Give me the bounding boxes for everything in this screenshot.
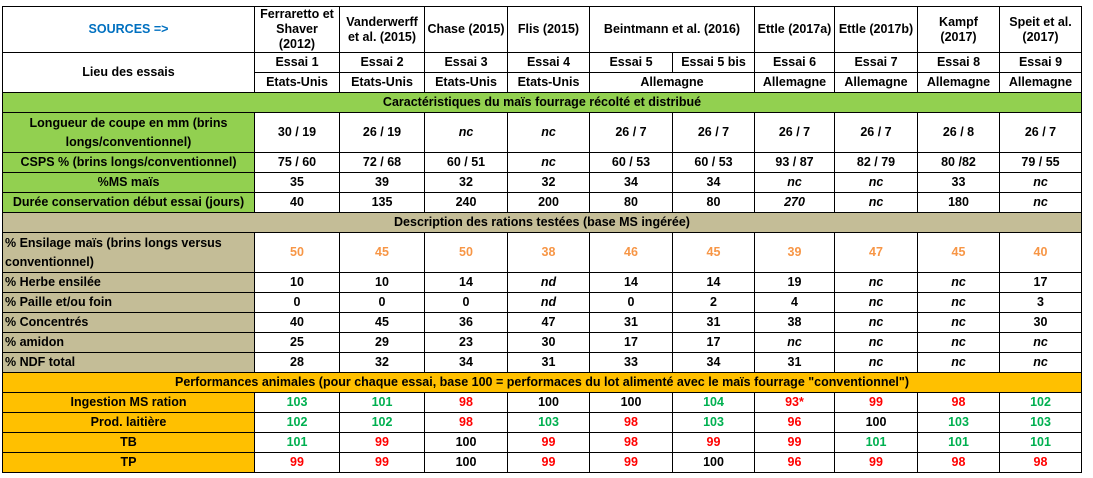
value-cell: nd xyxy=(508,273,590,293)
value-cell: 80 xyxy=(590,193,673,213)
value-cell: 102 xyxy=(255,413,340,433)
value-cell: 99 xyxy=(508,433,590,453)
row-label: % amidon xyxy=(3,333,255,353)
value-cell: 32 xyxy=(425,173,508,193)
row-label: TP xyxy=(3,453,255,473)
value-cell: 40 xyxy=(255,193,340,213)
essai-cell: Essai 7 xyxy=(835,53,918,73)
study-7: Ettle (2017b) xyxy=(835,7,918,53)
value-cell: 32 xyxy=(340,353,425,373)
value-cell: 47 xyxy=(508,313,590,333)
value-cell: 26 / 7 xyxy=(835,113,918,153)
value-cell: 99 xyxy=(255,453,340,473)
value-cell: 96 xyxy=(755,413,835,433)
value-cell: 0 xyxy=(340,293,425,313)
value-cell: 98 xyxy=(1000,453,1082,473)
value-cell: 93* xyxy=(755,393,835,413)
value-cell: 100 xyxy=(508,393,590,413)
table-row xyxy=(3,173,1082,193)
header-studies-row xyxy=(3,7,1082,53)
value-cell: 40 xyxy=(255,313,340,333)
value-cell: nc xyxy=(835,273,918,293)
section-1-header xyxy=(3,93,1082,113)
row-label: % Concentrés xyxy=(3,313,255,333)
table-row xyxy=(3,153,1082,173)
value-cell: nc xyxy=(835,353,918,373)
value-cell: 17 xyxy=(1000,273,1082,293)
value-cell: 36 xyxy=(425,313,508,333)
value-cell: 93 / 87 xyxy=(755,153,835,173)
value-cell: nc xyxy=(755,173,835,193)
value-cell: 98 xyxy=(425,393,508,413)
table-row xyxy=(3,113,1082,153)
row-label: Ingestion MS ration xyxy=(3,393,255,413)
value-cell: 99 xyxy=(835,453,918,473)
value-cell: 39 xyxy=(340,173,425,193)
section-3-header xyxy=(3,373,1082,393)
country-cell: Etats-Unis xyxy=(425,73,508,93)
value-cell: 82 / 79 xyxy=(835,153,918,173)
section-title: Description des rations testées (base MS ingérée) xyxy=(3,213,1082,233)
essai-cell: Essai 5 bis xyxy=(673,53,755,73)
value-cell: 200 xyxy=(508,193,590,213)
value-cell: 100 xyxy=(835,413,918,433)
value-cell: 30 xyxy=(1000,313,1082,333)
value-cell: 101 xyxy=(340,393,425,413)
value-cell: 28 xyxy=(255,353,340,373)
value-cell: nc xyxy=(508,113,590,153)
table-row xyxy=(3,313,1082,333)
value-cell: 19 xyxy=(755,273,835,293)
study-3: Chase (2015) xyxy=(425,7,508,53)
value-cell: 34 xyxy=(425,353,508,373)
country-cell: Allemagne xyxy=(835,73,918,93)
value-cell: nc xyxy=(508,153,590,173)
value-cell: 26 / 8 xyxy=(918,113,1000,153)
value-cell: 101 xyxy=(255,433,340,453)
value-cell: 26 / 7 xyxy=(590,113,673,153)
value-cell: 79 / 55 xyxy=(1000,153,1082,173)
value-cell: nc xyxy=(835,333,918,353)
value-cell: 26 / 7 xyxy=(1000,113,1082,153)
value-cell: 10 xyxy=(255,273,340,293)
comparison-table xyxy=(2,6,1082,473)
value-cell: 30 xyxy=(508,333,590,353)
country-cell: Allemagne xyxy=(755,73,835,93)
value-cell: 103 xyxy=(508,413,590,433)
header-essais-row xyxy=(3,53,1082,73)
value-cell: 99 xyxy=(590,453,673,473)
essai-cell: Essai 3 xyxy=(425,53,508,73)
value-cell: 26 / 7 xyxy=(673,113,755,153)
value-cell: 33 xyxy=(918,173,1000,193)
value-cell: 103 xyxy=(1000,413,1082,433)
value-cell: 240 xyxy=(425,193,508,213)
table-row xyxy=(3,193,1082,213)
table-row xyxy=(3,333,1082,353)
value-cell: 23 xyxy=(425,333,508,353)
essai-cell: Essai 8 xyxy=(918,53,1000,73)
value-cell: 29 xyxy=(340,333,425,353)
value-cell: 38 xyxy=(755,313,835,333)
value-cell: 14 xyxy=(590,273,673,293)
study-2: Vanderwerff et al. (2015) xyxy=(340,7,425,53)
value-cell: 0 xyxy=(255,293,340,313)
value-cell: nc xyxy=(1000,333,1082,353)
study-6: Ettle (2017a) xyxy=(755,7,835,53)
table-row xyxy=(3,233,1082,273)
value-cell: nc xyxy=(1000,193,1082,213)
value-cell: 103 xyxy=(918,413,1000,433)
value-cell: 99 xyxy=(508,453,590,473)
value-cell: 98 xyxy=(590,433,673,453)
essai-cell: Essai 1 xyxy=(255,53,340,73)
value-cell: 0 xyxy=(425,293,508,313)
value-cell: nc xyxy=(918,353,1000,373)
value-cell: 101 xyxy=(835,433,918,453)
study-9: Speit et al. (2017) xyxy=(1000,7,1082,53)
value-cell: nc xyxy=(918,293,1000,313)
value-cell: 101 xyxy=(1000,433,1082,453)
study-4: Flis (2015) xyxy=(508,7,590,53)
value-cell: 31 xyxy=(508,353,590,373)
essai-cell: Essai 2 xyxy=(340,53,425,73)
value-cell: 98 xyxy=(918,453,1000,473)
value-cell: 45 xyxy=(673,233,755,273)
value-cell: 34 xyxy=(590,173,673,193)
value-cell: 45 xyxy=(340,233,425,273)
row-label: % Ensilage maïs (brins longs versus conventionnel) xyxy=(3,233,255,273)
value-cell: 30 / 19 xyxy=(255,113,340,153)
value-cell: 50 xyxy=(425,233,508,273)
row-label: % Paille et/ou foin xyxy=(3,293,255,313)
value-cell: 38 xyxy=(508,233,590,273)
value-cell: 17 xyxy=(590,333,673,353)
value-cell: 100 xyxy=(673,453,755,473)
sources-label: SOURCES => xyxy=(3,7,255,53)
section-2-header xyxy=(3,213,1082,233)
value-cell: 98 xyxy=(918,393,1000,413)
country-cell: Etats-Unis xyxy=(340,73,425,93)
value-cell: 99 xyxy=(340,433,425,453)
value-cell: 17 xyxy=(673,333,755,353)
value-cell: nc xyxy=(1000,173,1082,193)
table-row xyxy=(3,433,1082,453)
value-cell: 99 xyxy=(673,433,755,453)
value-cell: nc xyxy=(425,113,508,153)
value-cell: 100 xyxy=(590,393,673,413)
value-cell: nc xyxy=(755,333,835,353)
country-cell: Allemagne xyxy=(590,73,755,93)
value-cell: nc xyxy=(1000,353,1082,373)
value-cell: 103 xyxy=(673,413,755,433)
value-cell: 26 / 19 xyxy=(340,113,425,153)
value-cell: 100 xyxy=(425,433,508,453)
row-label: % Herbe ensilée xyxy=(3,273,255,293)
value-cell: 104 xyxy=(673,393,755,413)
value-cell: 98 xyxy=(425,413,508,433)
value-cell: 99 xyxy=(340,453,425,473)
study-1: Ferraretto et Shaver (2012) xyxy=(255,7,340,53)
table-row xyxy=(3,393,1082,413)
value-cell: nc xyxy=(918,333,1000,353)
essai-cell: Essai 9 xyxy=(1000,53,1082,73)
value-cell: nc xyxy=(835,293,918,313)
value-cell: 60 / 51 xyxy=(425,153,508,173)
table-row xyxy=(3,353,1082,373)
value-cell: 31 xyxy=(590,313,673,333)
row-label: %MS maïs xyxy=(3,173,255,193)
value-cell: nc xyxy=(918,313,1000,333)
essai-cell: Essai 6 xyxy=(755,53,835,73)
value-cell: 270 xyxy=(755,193,835,213)
value-cell: 98 xyxy=(590,413,673,433)
country-cell: Etats-Unis xyxy=(255,73,340,93)
value-cell: 80 xyxy=(673,193,755,213)
study-8: Kampf (2017) xyxy=(918,7,1000,53)
value-cell: 60 / 53 xyxy=(590,153,673,173)
value-cell: 45 xyxy=(340,313,425,333)
section-title: Performances animales (pour chaque essai, base 100 = performaces du lot alimenté avec le maïs fourrage "conventionnel") xyxy=(3,373,1082,393)
table-row xyxy=(3,273,1082,293)
country-cell: Allemagne xyxy=(1000,73,1082,93)
value-cell: 60 / 53 xyxy=(673,153,755,173)
value-cell: 99 xyxy=(835,393,918,413)
value-cell: 40 xyxy=(1000,233,1082,273)
value-cell: 4 xyxy=(755,293,835,313)
study-5: Beintmann et al. (2016) xyxy=(590,7,755,53)
value-cell: 135 xyxy=(340,193,425,213)
value-cell: 46 xyxy=(590,233,673,273)
country-cell: Etats-Unis xyxy=(508,73,590,93)
value-cell: nc xyxy=(835,313,918,333)
value-cell: 32 xyxy=(508,173,590,193)
value-cell: 180 xyxy=(918,193,1000,213)
value-cell: 96 xyxy=(755,453,835,473)
value-cell: 26 / 7 xyxy=(755,113,835,153)
row-label: CSPS % (brins longs/conventionnel) xyxy=(3,153,255,173)
value-cell: 50 xyxy=(255,233,340,273)
value-cell: nc xyxy=(835,173,918,193)
value-cell: 10 xyxy=(340,273,425,293)
value-cell: 99 xyxy=(755,433,835,453)
row-label: Durée conservation début essai (jours) xyxy=(3,193,255,213)
value-cell: 100 xyxy=(425,453,508,473)
value-cell: nc xyxy=(918,273,1000,293)
value-cell: 72 / 68 xyxy=(340,153,425,173)
value-cell: nd xyxy=(508,293,590,313)
essai-cell: Essai 5 xyxy=(590,53,673,73)
value-cell: 103 xyxy=(255,393,340,413)
value-cell: 35 xyxy=(255,173,340,193)
value-cell: 34 xyxy=(673,173,755,193)
value-cell: 80 /82 xyxy=(918,153,1000,173)
table-row xyxy=(3,413,1082,433)
country-cell: Allemagne xyxy=(918,73,1000,93)
row-label: Longueur de coupe en mm (brins longs/conventionnel) xyxy=(3,113,255,153)
value-cell: 0 xyxy=(590,293,673,313)
essai-cell: Essai 4 xyxy=(508,53,590,73)
value-cell: 3 xyxy=(1000,293,1082,313)
value-cell: 14 xyxy=(673,273,755,293)
value-cell: 31 xyxy=(755,353,835,373)
value-cell: 14 xyxy=(425,273,508,293)
value-cell: 101 xyxy=(918,433,1000,453)
value-cell: nc xyxy=(835,193,918,213)
table-row xyxy=(3,453,1082,473)
table-row xyxy=(3,293,1082,313)
section-title: Caractéristiques du maïs fourrage récolté et distribué xyxy=(3,93,1082,113)
value-cell: 45 xyxy=(918,233,1000,273)
value-cell: 34 xyxy=(673,353,755,373)
row-label: % NDF total xyxy=(3,353,255,373)
row-label: Prod. laitière xyxy=(3,413,255,433)
value-cell: 39 xyxy=(755,233,835,273)
lieu-label: Lieu des essais xyxy=(3,53,255,93)
value-cell: 102 xyxy=(1000,393,1082,413)
value-cell: 25 xyxy=(255,333,340,353)
value-cell: 75 / 60 xyxy=(255,153,340,173)
value-cell: 47 xyxy=(835,233,918,273)
value-cell: 33 xyxy=(590,353,673,373)
row-label: TB xyxy=(3,433,255,453)
value-cell: 2 xyxy=(673,293,755,313)
value-cell: 31 xyxy=(673,313,755,333)
value-cell: 102 xyxy=(340,413,425,433)
